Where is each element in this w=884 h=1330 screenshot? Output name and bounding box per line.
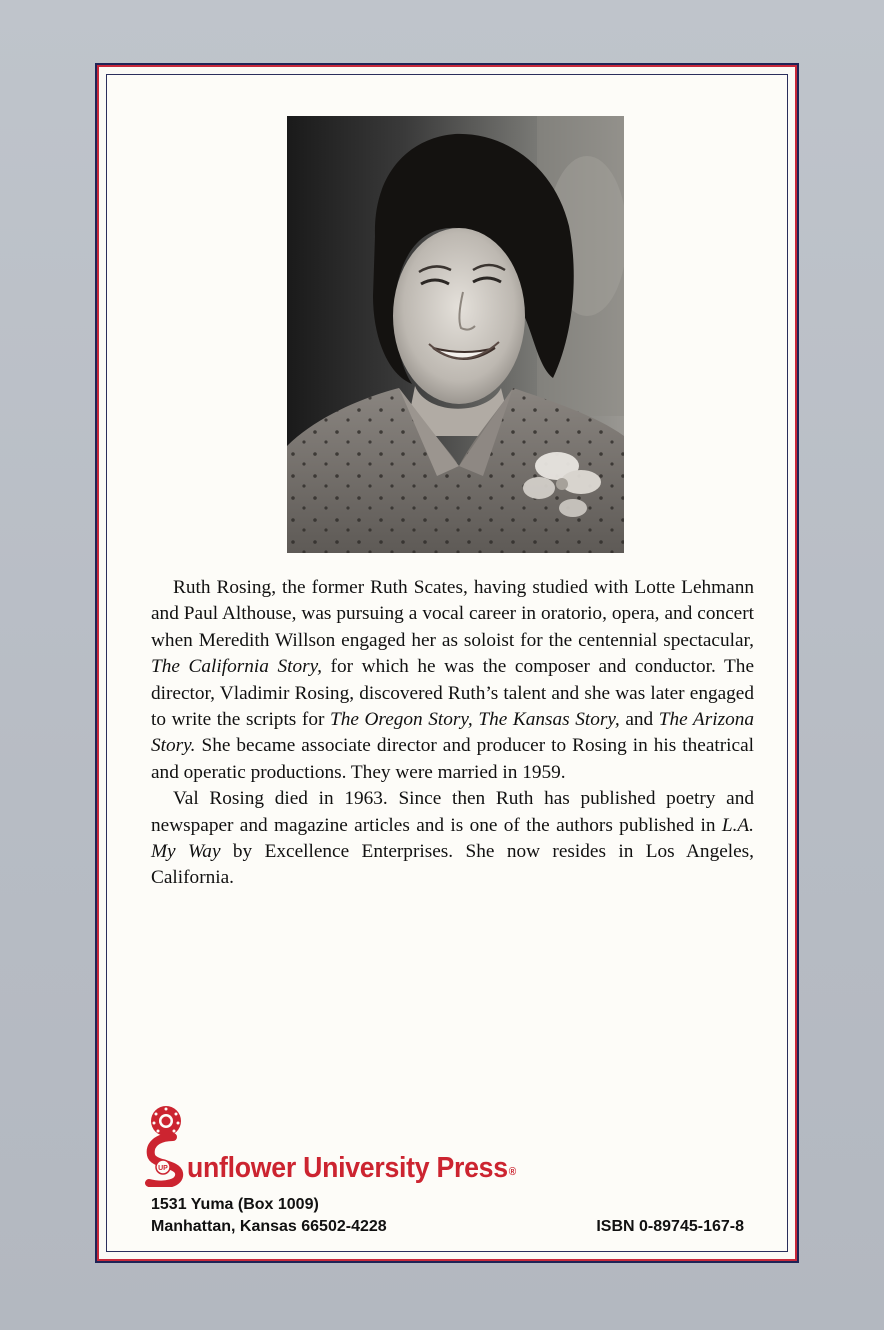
isbn-number: ISBN 0-89745-167-8 — [596, 1218, 744, 1235]
author-portrait-photo — [287, 116, 624, 553]
registered-trademark-mark: ® — [508, 1166, 516, 1178]
publisher-name: unflower University Press® — [187, 1152, 516, 1184]
cover-inner-border — [106, 74, 788, 1252]
logo-up-letters: UP — [158, 1165, 168, 1172]
cover-panel — [99, 67, 795, 1259]
publisher-address-line-1: 1531 Yuma (Box 1009) — [151, 1196, 319, 1213]
sunflower-s-logo-icon — [143, 1103, 187, 1187]
author-biography — [151, 575, 754, 892]
publisher-address-line-2: Manhattan, Kansas 66502-4228 — [151, 1218, 387, 1235]
bio-paragraph-1: Ruth Rosing, the former Ruth Scates, having studied with Lotte Lehmann and Paul Althouse, was pursuing a vocal career in oratorio, opera, and concert when Meredith Willson engaged her as soloist for the centennial spectacular, The California Story, for which he was the composer and conductor. The director, Vladimir Rosing, discovered Ruth’s talent and she was later engaged to write the scripts for The Oregon Story, The Kansas Story, and The Arizona Story. She became associate director and producer to Rosing in his theatrical and operatic productions. They were married in 1959. — [151, 577, 755, 783]
publisher-logo-lockup — [143, 1103, 545, 1187]
bio-paragraph-2: Val Rosing died in 1963. Since then Ruth has published poetry and newspaper and magazine articles and is one of the authors published in L.A. My Way by Excellence Enterprises. She now resides in Los Angeles, California. — [151, 788, 755, 889]
cover-border-frame — [95, 63, 799, 1263]
